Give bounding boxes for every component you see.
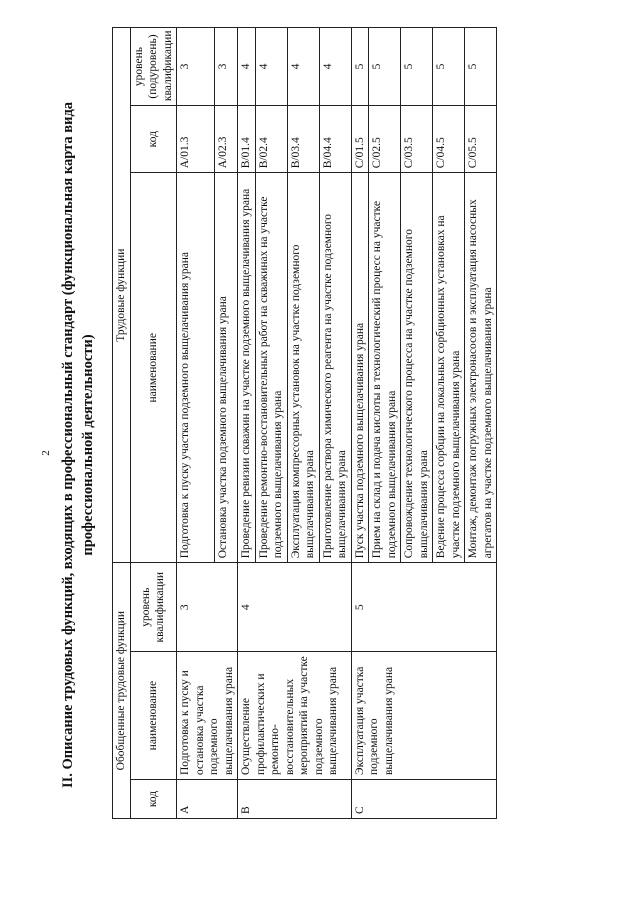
table-row <box>351 28 369 819</box>
function-code: B/04.4 <box>319 106 351 173</box>
col-header-tf-code: код <box>130 106 177 173</box>
function-code: B/03.4 <box>287 106 319 173</box>
page-number: 2 <box>40 450 52 456</box>
function-level: 3 <box>177 28 215 106</box>
group-name: Эксплуатация участка подземного выщелачивания урана <box>351 652 497 780</box>
function-name: Монтаж, демонтаж погружных электронасосов и эксплуатация насосных агрегатов на участке подземного выщелачивания урана <box>465 173 497 563</box>
function-name: Проведение ревизии скважин на участке подземного выщелачивания урана <box>238 173 256 563</box>
function-code: C/04.5 <box>433 106 465 173</box>
function-name: Ведение процесса сорбции на локальных сорбционных установках на участке подземного выщелачивания урана <box>433 173 465 563</box>
table-row <box>177 28 215 819</box>
col-header-name: наименование <box>130 652 177 780</box>
col-header-level: уровень квалификации <box>130 563 177 652</box>
function-level: 4 <box>255 28 287 106</box>
function-name: Пуск участка подземного выщелачивания урана <box>351 173 369 563</box>
function-name: Прием на склад и подача кислоты в технологический процесс на участке подземного выщелачивания урана <box>369 173 401 563</box>
function-name: Сопровождение технологического процесса на участке подземного выщелачивания урана <box>401 173 433 563</box>
functional-map-table <box>112 27 497 819</box>
group-header-generalized: Обобщенные трудовые функции <box>113 563 131 819</box>
function-level: 5 <box>369 28 401 106</box>
function-level: 5 <box>465 28 497 106</box>
function-level: 5 <box>433 28 465 106</box>
function-level: 5 <box>351 28 369 106</box>
function-name: Проведение ремонтно-восстановительных работ на скважинах на участке подземного выщелачивания урана <box>255 173 287 563</box>
group-level: 3 <box>177 563 238 652</box>
function-level: 5 <box>401 28 433 106</box>
group-code: A <box>177 780 238 819</box>
function-level: 4 <box>287 28 319 106</box>
function-code: C/05.5 <box>465 106 497 173</box>
col-header-tf-name: наименование <box>130 173 177 563</box>
function-name: Эксплуатация компрессорных установок на участке подземного выщелачивания урана <box>287 173 319 563</box>
function-code: B/01.4 <box>238 106 256 173</box>
group-name: Осуществление профилактических и ремонтно-восстановительных мероприятий на участке подземного выщелачивания урана <box>238 652 352 780</box>
table-row <box>238 28 256 819</box>
function-code: B/02.4 <box>255 106 287 173</box>
group-level: 5 <box>351 563 497 652</box>
group-code: B <box>238 780 352 819</box>
function-name: Приготовление раствора химического реагента на участке подземного выщелачивания урана <box>319 173 351 563</box>
group-code: C <box>351 780 497 819</box>
function-level: 3 <box>215 28 238 106</box>
col-header-code: код <box>130 780 177 819</box>
col-header-tf-level: уровень (подуровень) квалификации <box>130 28 177 106</box>
function-code: C/03.5 <box>401 106 433 173</box>
section-heading <box>58 65 98 825</box>
function-name: Остановка участка подземного выщелачивания урана <box>215 173 238 563</box>
function-code: C/02.5 <box>369 106 401 173</box>
function-level: 4 <box>319 28 351 106</box>
function-code: A/02.3 <box>215 106 238 173</box>
function-level: 4 <box>238 28 256 106</box>
function-code: A/01.3 <box>177 106 215 173</box>
heading-line-2: профессиональной деятельности) <box>80 334 96 556</box>
group-header-labor: Трудовые функции <box>113 28 131 563</box>
function-code: C/01.5 <box>351 106 369 173</box>
heading-line-1: II. Описание трудовых функций, входящих в профессиональный стандарт (функциональная карта вида <box>60 101 76 789</box>
function-name: Подготовка к пуску участка подземного выщелачивания урана <box>177 173 215 563</box>
group-name: Подготовка к пуску и остановка участка подземного выщелачивания урана <box>177 652 238 780</box>
group-level: 4 <box>238 563 352 652</box>
